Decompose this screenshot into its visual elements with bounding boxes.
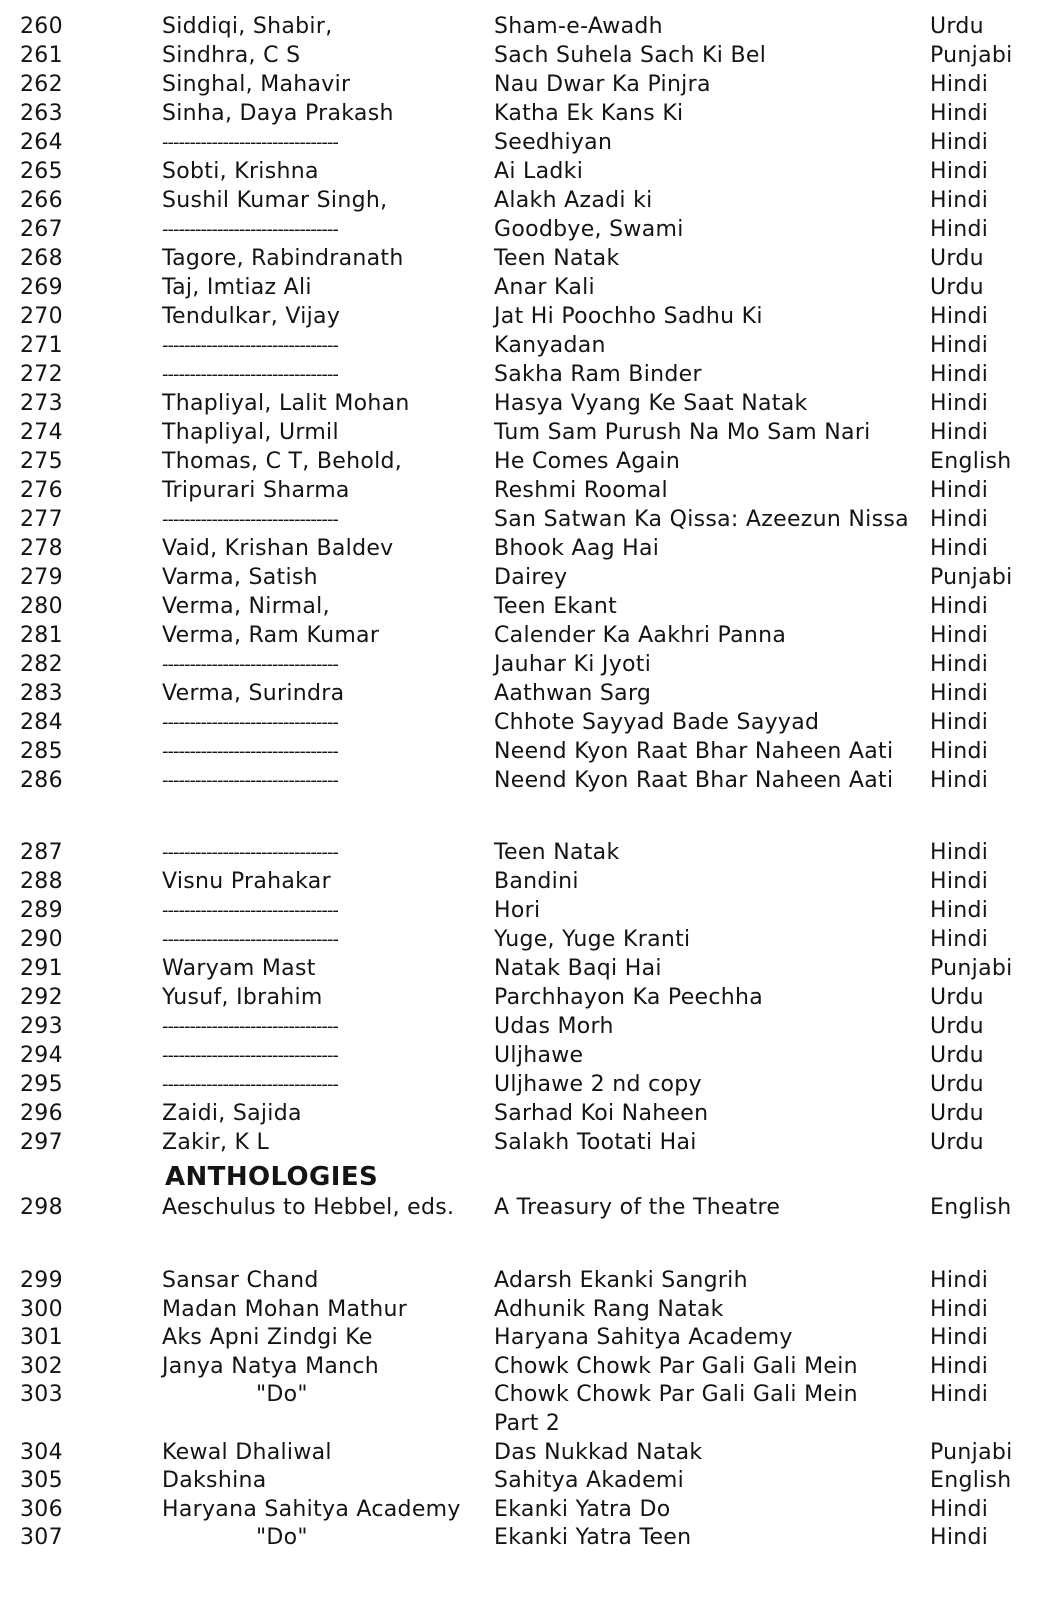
entry-author: Zaidi, Sajida (162, 1101, 302, 1126)
entry-number: 292 (20, 985, 63, 1010)
entry-row (0, 215, 1052, 245)
entry-title: Anar Kali (494, 275, 595, 300)
entry-author: Aks Apni Zindgi Ke (162, 1325, 373, 1351)
entry-number: 265 (20, 159, 63, 184)
entry-title: Calender Ka Aakhri Panna (494, 623, 787, 648)
entry-title: Sarhad Koi Naheen (494, 1101, 709, 1126)
entry-number: 280 (20, 594, 63, 619)
entry-row (0, 708, 1052, 738)
entry-number: 269 (20, 275, 63, 300)
entry-language: Punjabi (930, 1439, 1013, 1465)
entry-author: -------------------------------- (162, 770, 338, 791)
entry-author: Verma, Ram Kumar (162, 623, 380, 648)
entry-row (0, 12, 1052, 42)
entry-title: Uljhawe (494, 1043, 584, 1068)
entry-number: 305 (20, 1468, 63, 1494)
entry-row (0, 128, 1052, 158)
entry-number: 260 (20, 14, 63, 39)
entry-row (0, 592, 1052, 622)
entry-author: -------------------------------- (162, 1074, 338, 1095)
entry-number: 300 (20, 1296, 63, 1322)
entry-language: Hindi (930, 594, 989, 619)
entry-number: 307 (20, 1525, 63, 1551)
entry-author: -------------------------------- (162, 132, 338, 153)
entry-row (0, 244, 1052, 274)
entry-language: Punjabi (930, 565, 1013, 590)
entry-title: Yuge, Yuge Kranti (494, 927, 691, 952)
entry-author: Aeschulus to Hebbel, eds. (162, 1195, 455, 1220)
entry-number: 283 (20, 681, 63, 706)
entry-title: Adarsh Ekanki Sangrih (494, 1268, 748, 1293)
entry-title: Alakh Azadi ki (494, 188, 653, 213)
entry-language: Hindi (930, 362, 989, 387)
entry-language: Punjabi (930, 956, 1013, 981)
entry-row (0, 99, 1052, 129)
entry-number: 291 (20, 956, 63, 981)
entry-author: Tagore, Rabindranath (162, 246, 404, 271)
entry-row (0, 563, 1052, 593)
entry-language: Hindi (930, 1296, 989, 1322)
entry-number: 288 (20, 869, 63, 894)
entry-author: Sansar Chand (162, 1268, 319, 1293)
entry-title: Nau Dwar Ka Pinjra (494, 72, 711, 97)
entry-language: Hindi (930, 1325, 989, 1351)
entry-language: Urdu (930, 1101, 984, 1126)
entry-row (0, 983, 1052, 1013)
entry-author: Dakshina (162, 1468, 267, 1494)
entry-author: Tripurari Sharma (162, 478, 350, 503)
entry-number: 279 (20, 565, 63, 590)
entry-number: 278 (20, 536, 63, 561)
entry-author: Tendulkar, Vijay (162, 304, 341, 329)
entry-row (0, 273, 1052, 303)
entry-title: Jauhar Ki Jyoti (494, 652, 652, 677)
entry-number: 268 (20, 246, 63, 271)
entry-row (0, 838, 1052, 868)
entry-language: English (930, 1468, 1012, 1494)
entry-language: Hindi (930, 478, 989, 503)
entry-author: -------------------------------- (162, 712, 338, 733)
entry-language: Hindi (930, 304, 989, 329)
entry-title: Sahitya Akademi (494, 1468, 685, 1494)
entry-language: Urdu (930, 14, 984, 39)
entry-row (0, 418, 1052, 448)
entry-title: Ai Ladki (494, 159, 584, 184)
entry-title: Chowk Chowk Par Gali Gali Mein (494, 1382, 858, 1408)
entry-title: Bandini (494, 869, 579, 894)
entry-title: Parchhayon Ka Peechha (494, 985, 764, 1010)
entry-title: Uljhawe 2 nd copy (494, 1072, 702, 1097)
entry-number: 287 (20, 840, 63, 865)
entry-row (0, 70, 1052, 100)
entry-language: Hindi (930, 927, 989, 952)
entry-author: "Do" (256, 1525, 308, 1551)
entry-title: Neend Kyon Raat Bhar Naheen Aati (494, 768, 894, 793)
entry-language: Urdu (930, 275, 984, 300)
entry-number: 301 (20, 1325, 63, 1351)
entry-language: Hindi (930, 507, 989, 532)
entry-row (0, 679, 1052, 709)
entry-title: Adhunik Rang Natak (494, 1296, 724, 1322)
entry-title: A Treasury of the Theatre (494, 1195, 781, 1220)
entry-language: Hindi (930, 898, 989, 923)
entry-title: Teen Ekant (494, 594, 618, 619)
entry-author: Thapliyal, Lalit Mohan (162, 391, 410, 416)
entry-author: "Do" (256, 1382, 308, 1408)
entry-row (0, 621, 1052, 651)
entry-number: 299 (20, 1268, 63, 1293)
entry-row (0, 1099, 1052, 1129)
entry-row (0, 867, 1052, 897)
entry-title: Ekanki Yatra Teen (494, 1525, 692, 1551)
entry-author: Verma, Surindra (162, 681, 345, 706)
entry-language: Urdu (930, 985, 984, 1010)
entry-language: Hindi (930, 391, 989, 416)
entry-row (0, 1193, 1052, 1223)
entry-row (0, 1466, 1052, 1496)
entry-language: English (930, 1195, 1012, 1220)
entry-number: 267 (20, 217, 63, 242)
entry-title: Hori (494, 898, 541, 923)
entry-number: 293 (20, 1014, 63, 1039)
entry-number: 261 (20, 43, 63, 68)
entry-language: Urdu (930, 246, 984, 271)
entry-number: 274 (20, 420, 63, 445)
entry-title: Natak Baqi Hai (494, 956, 662, 981)
entry-number: 294 (20, 1043, 63, 1068)
entry-number: 263 (20, 101, 63, 126)
entry-language: Hindi (930, 130, 989, 155)
entry-language: Hindi (930, 840, 989, 865)
entry-number: 277 (20, 507, 63, 532)
entry-title: Dairey (494, 565, 568, 590)
entry-author: Vaid, Krishan Baldev (162, 536, 394, 561)
entry-title: Sach Suhela Sach Ki Bel (494, 43, 767, 68)
entry-number: 295 (20, 1072, 63, 1097)
entry-row (0, 476, 1052, 506)
entry-number: 298 (20, 1195, 63, 1220)
entry-language: Hindi (930, 768, 989, 793)
entry-title: Chhote Sayyad Bade Sayyad (494, 710, 820, 735)
entry-author: Taj, Imtiaz Ali (162, 275, 312, 300)
entry-language: Urdu (930, 1014, 984, 1039)
entry-number: 275 (20, 449, 63, 474)
entry-author: Sobti, Krishna (162, 159, 319, 184)
entry-row (0, 302, 1052, 332)
entry-author: -------------------------------- (162, 741, 338, 762)
entry-title: Neend Kyon Raat Bhar Naheen Aati (494, 739, 894, 764)
entry-row (0, 1438, 1052, 1468)
entry-row (0, 331, 1052, 361)
entry-title: Katha Ek Kans Ki (494, 101, 684, 126)
entry-row (0, 505, 1052, 535)
entry-number: 272 (20, 362, 63, 387)
entry-title: Haryana Sahitya Academy (494, 1325, 793, 1351)
entry-number: 281 (20, 623, 63, 648)
entry-title: Reshmi Roomal (494, 478, 668, 503)
entry-row (0, 896, 1052, 926)
entry-number: 289 (20, 898, 63, 923)
entry-title: Salakh Tootati Hai (494, 1130, 697, 1155)
entry-author: -------------------------------- (162, 1045, 338, 1066)
entry-row (0, 447, 1052, 477)
entry-title: Hasya Vyang Ke Saat Natak (494, 391, 808, 416)
entry-language: Hindi (930, 1525, 989, 1551)
entry-language: Hindi (930, 1382, 989, 1408)
entry-row (0, 1495, 1052, 1525)
entry-author: Visnu Prahakar (162, 869, 331, 894)
entry-title: Chowk Chowk Par Gali Gali Mein (494, 1353, 858, 1379)
entry-author: Janya Natya Manch (162, 1353, 380, 1379)
entry-author: -------------------------------- (162, 900, 338, 921)
section-heading-anthologies: ANTHOLOGIES (165, 1162, 379, 1192)
entry-language: Hindi (930, 420, 989, 445)
entry-number: 266 (20, 188, 63, 213)
entry-author: Sindhra, C S (162, 43, 301, 68)
entry-number: 284 (20, 710, 63, 735)
entry-number: 297 (20, 1130, 63, 1155)
entry-language: Hindi (930, 681, 989, 706)
entry-language: Hindi (930, 652, 989, 677)
entry-author: -------------------------------- (162, 335, 338, 356)
entry-number: 264 (20, 130, 63, 155)
entry-author: Verma, Nirmal, (162, 594, 330, 619)
entry-language: Hindi (930, 72, 989, 97)
entry-title: Ekanki Yatra Do (494, 1496, 671, 1522)
entry-title: Goodbye, Swami (494, 217, 684, 242)
entry-number: 262 (20, 72, 63, 97)
entry-language: Hindi (930, 1496, 989, 1522)
entry-number: 303 (20, 1382, 63, 1408)
entry-title: San Satwan Ka Qissa: Azeezun Nissa (494, 507, 909, 532)
entry-language: Hindi (930, 710, 989, 735)
entry-title: Jat Hi Poochho Sadhu Ki (494, 304, 763, 329)
entry-author: Varma, Satish (162, 565, 318, 590)
entry-author: -------------------------------- (162, 364, 338, 385)
entry-number: 270 (20, 304, 63, 329)
entry-row (0, 41, 1052, 71)
entry-language: Hindi (930, 188, 989, 213)
entry-row (0, 1012, 1052, 1042)
entry-row (0, 650, 1052, 680)
entry-language: Hindi (930, 623, 989, 648)
entry-title: Udas Morh (494, 1014, 614, 1039)
entry-author: -------------------------------- (162, 509, 338, 530)
entry-title: Teen Natak (494, 246, 620, 271)
entry-language: Hindi (930, 333, 989, 358)
entry-number: 302 (20, 1353, 63, 1379)
entry-row (0, 1041, 1052, 1071)
entry-title: Sakha Ram Binder (494, 362, 702, 387)
entry-row (0, 954, 1052, 984)
entry-title: Tum Sam Purush Na Mo Sam Nari (494, 420, 871, 445)
entry-number: 285 (20, 739, 63, 764)
entry-language: Hindi (930, 159, 989, 184)
entry-title: Sham-e-Awadh (494, 14, 663, 39)
entry-language: Hindi (930, 869, 989, 894)
entry-author: -------------------------------- (162, 929, 338, 950)
entry-author: Thomas, C T, Behold, (162, 449, 403, 474)
entry-number: 286 (20, 768, 63, 793)
entry-language: Hindi (930, 1268, 989, 1293)
entry-number: 282 (20, 652, 63, 677)
entry-language: Urdu (930, 1130, 984, 1155)
entry-title: Das Nukkad Natak (494, 1439, 703, 1465)
entry-number: 276 (20, 478, 63, 503)
entry-title: Aathwan Sarg (494, 681, 652, 706)
entry-language: English (930, 449, 1012, 474)
entry-author: Kewal Dhaliwal (162, 1439, 332, 1465)
entry-row (0, 1380, 1052, 1410)
entry-language: Hindi (930, 217, 989, 242)
entry-author: Sinha, Daya Prakash (162, 101, 394, 126)
entry-author: Sushil Kumar Singh, (162, 188, 388, 213)
entry-number: 273 (20, 391, 63, 416)
entry-title: Part 2 (494, 1411, 561, 1436)
entry-author: -------------------------------- (162, 654, 338, 675)
entry-author: -------------------------------- (162, 1016, 338, 1037)
entry-row (0, 766, 1052, 796)
entry-author: Haryana Sahitya Academy (162, 1496, 461, 1522)
entry-language: Hindi (930, 101, 989, 126)
entry-language: Urdu (930, 1072, 984, 1097)
entry-language: Urdu (930, 1043, 984, 1068)
entry-number: 271 (20, 333, 63, 358)
entry-number: 306 (20, 1496, 63, 1522)
entry-row (0, 157, 1052, 187)
entry-number: 290 (20, 927, 63, 952)
entry-row (0, 534, 1052, 564)
entry-row (0, 737, 1052, 767)
entry-row (0, 925, 1052, 955)
entry-language: Hindi (930, 1353, 989, 1379)
entry-author: -------------------------------- (162, 842, 338, 863)
entry-author: Siddiqi, Shabir, (162, 14, 333, 39)
entry-author: -------------------------------- (162, 219, 338, 240)
entry-language: Hindi (930, 739, 989, 764)
entry-row (0, 1323, 1052, 1353)
entry-author: Singhal, Mahavir (162, 72, 351, 97)
entry-row (0, 360, 1052, 390)
entry-number: 296 (20, 1101, 63, 1126)
entry-row (0, 1523, 1052, 1553)
entry-title: Seedhiyan (494, 130, 613, 155)
entry-row (0, 1409, 1052, 1439)
entry-author: Waryam Mast (162, 956, 316, 981)
entry-number: 304 (20, 1439, 63, 1465)
entry-row (0, 389, 1052, 419)
entry-author: Zakir, K L (162, 1130, 270, 1155)
entry-language: Hindi (930, 536, 989, 561)
entry-language: Punjabi (930, 43, 1013, 68)
entry-row (0, 1266, 1052, 1296)
entry-row (0, 1352, 1052, 1382)
entry-title: Kanyadan (494, 333, 606, 358)
entry-author: Yusuf, Ibrahim (162, 985, 323, 1010)
entry-title: He Comes Again (494, 449, 681, 474)
entry-title: Bhook Aag Hai (494, 536, 660, 561)
entry-title: Teen Natak (494, 840, 620, 865)
entry-row (0, 1295, 1052, 1325)
entry-author: Madan Mohan Mathur (162, 1296, 408, 1322)
entry-row (0, 1070, 1052, 1100)
entry-row (0, 186, 1052, 216)
entry-author: Thapliyal, Urmil (162, 420, 339, 445)
entry-row (0, 1128, 1052, 1158)
